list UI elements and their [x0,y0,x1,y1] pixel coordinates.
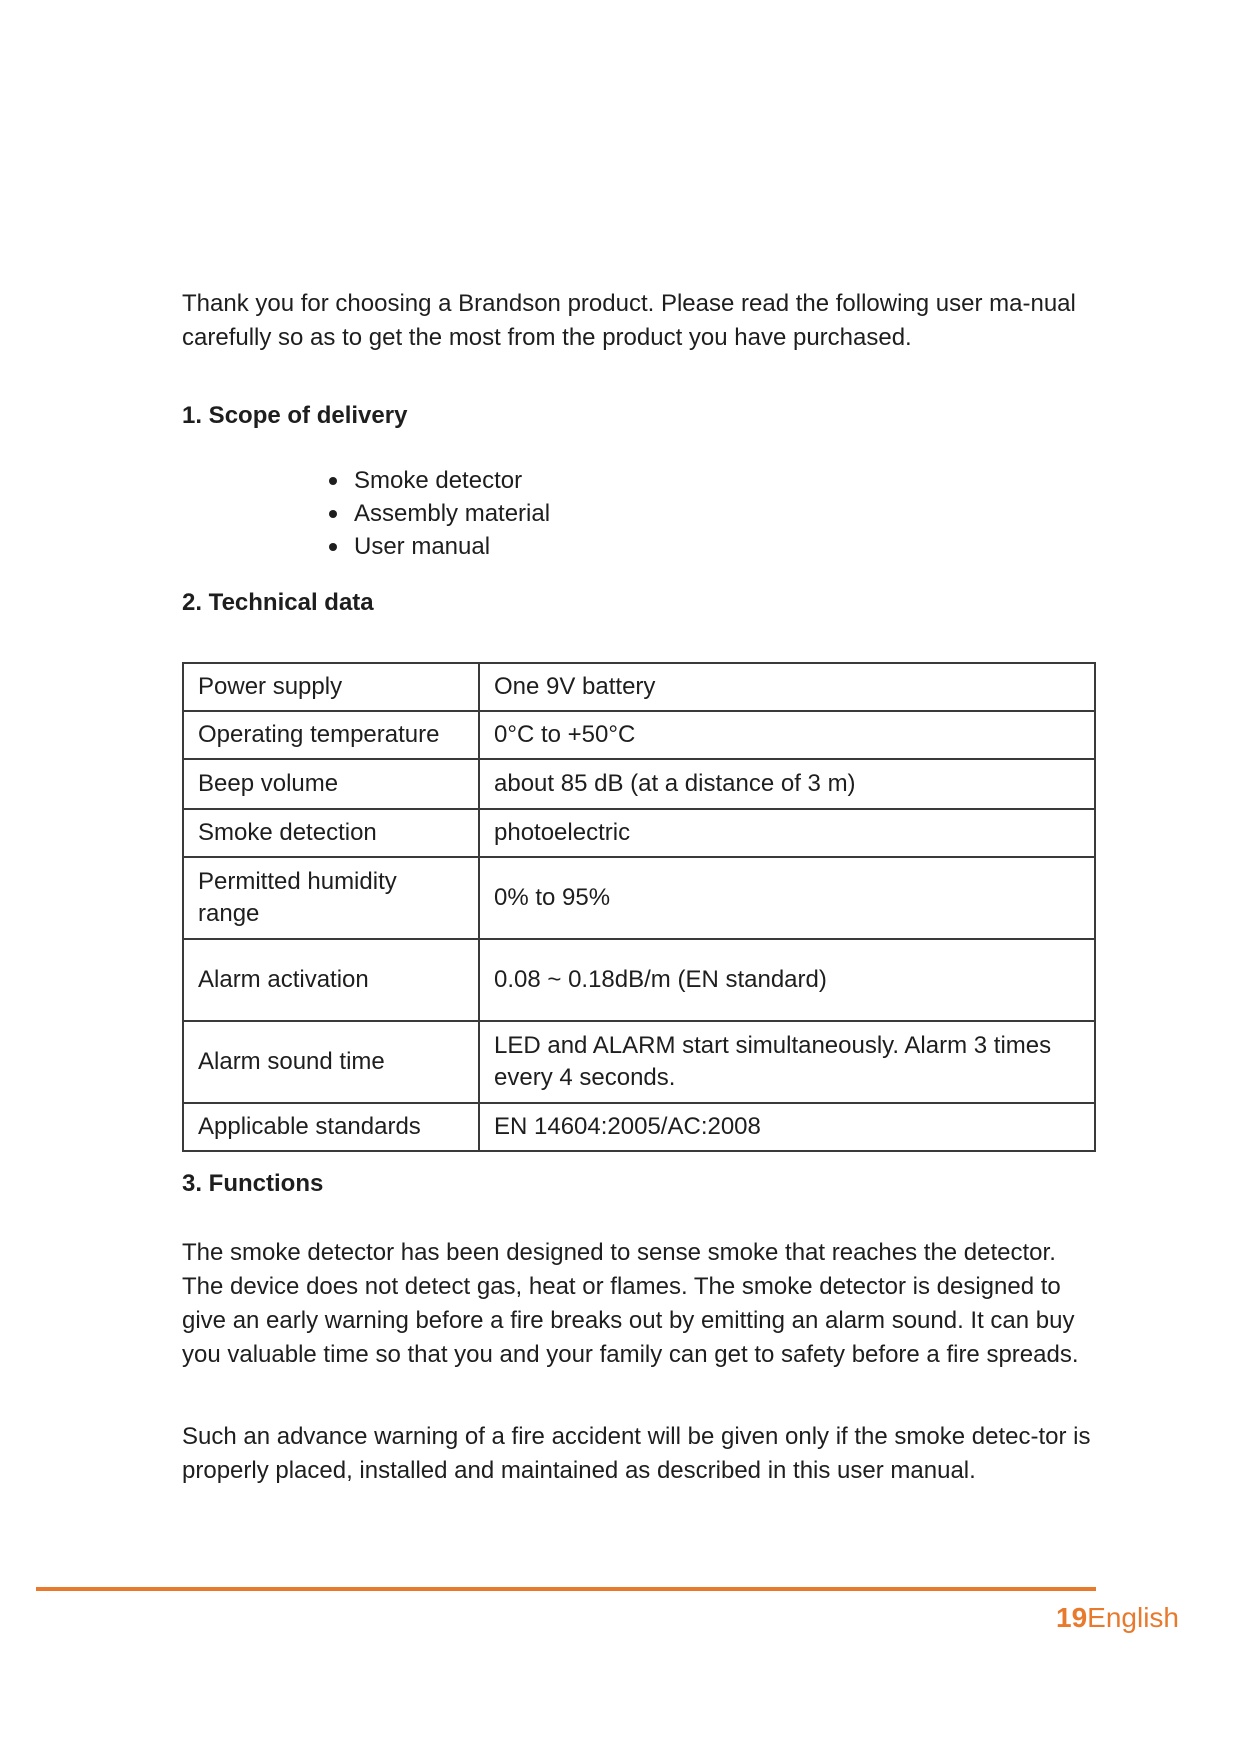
language-label: English [1087,1602,1179,1633]
table-row [183,759,1095,809]
spec-value: about 85 dB (at a distance of 3 m) [479,759,1095,809]
table-row [183,939,1095,1021]
spec-value: 0% to 95% [479,857,1095,939]
table-row [183,663,1095,711]
page-number: 19 [1056,1602,1088,1633]
spec-label: Permitted humidity range [183,857,479,939]
table-row [183,1103,1095,1151]
functions-paragraph-1: The smoke detector has been designed to sense smoke that reaches the detector. The device does not detect gas, heat or flames. The smoke detector is designed to give an early warning before a fire breaks out by emitting an alarm sound. It can buy you valuable time so that you and your family can get to safety before a fire spreads. [182,1239,1079,1368]
table-row [183,1021,1095,1103]
technical-data-table [182,662,1096,1152]
footer-rule [36,1587,1096,1591]
spec-value: LED and ALARM start simultaneously. Alarm 3 times every 4 seconds. [479,1021,1095,1103]
spec-label: Smoke detection [183,809,479,857]
spec-label: Beep volume [183,759,479,809]
intro-paragraph: Thank you for choosing a Brandson product. Please read the following user ma-nual carefully so as to get the most from the product you have purchased. [182,290,1076,351]
page-footer [1056,1602,1179,1634]
table-row [183,711,1095,759]
spec-label: Alarm sound time [183,1021,479,1103]
list-item: Assembly material [326,497,550,530]
spec-value: EN 14604:2005/AC:2008 [479,1103,1095,1151]
spec-value: 0°C to +50°C [479,711,1095,759]
section-technical-heading: 2. Technical data [182,589,374,616]
functions-paragraph-2: Such an advance warning of a fire accident will be given only if the smoke detec-tor is properly placed, installed and maintained as described in this user manual. [182,1423,1091,1484]
section-scope-heading: 1. Scope of delivery [182,402,408,429]
table-row [183,809,1095,857]
spec-value: One 9V battery [479,663,1095,711]
spec-label: Applicable standards [183,1103,479,1151]
section-functions-heading: 3. Functions [182,1170,324,1197]
list-item: User manual [326,530,550,563]
list-item: Smoke detector [326,464,550,497]
spec-label: Power supply [183,663,479,711]
spec-label: Operating temperature [183,711,479,759]
scope-list [326,464,550,563]
spec-value: photoelectric [479,809,1095,857]
spec-label: Alarm activation [183,939,479,1021]
spec-value: 0.08 ~ 0.18dB/m (EN standard) [479,939,1095,1021]
table-row [183,857,1095,939]
